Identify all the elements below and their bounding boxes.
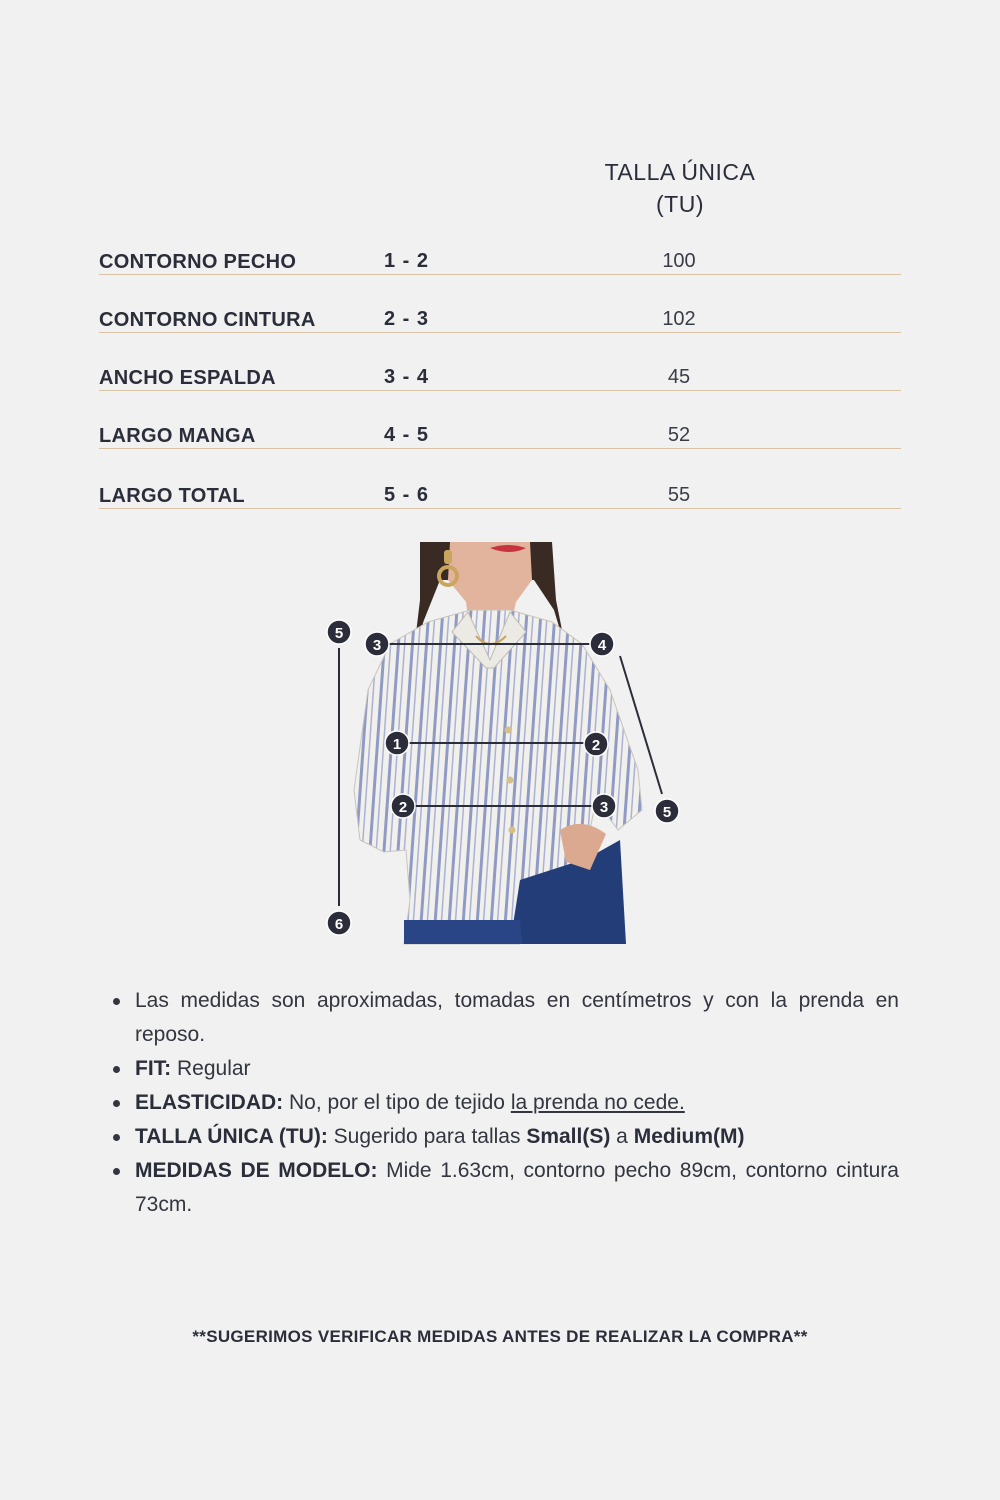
measure-range: 5 - 6 (384, 484, 430, 506)
marker-2-chest (584, 732, 608, 756)
note-text: Las medidas son aproximadas, tomadas en centímetros y con la prenda en reposo. (135, 989, 899, 1046)
marker-label: 3 (372, 637, 382, 654)
measure-row (99, 244, 901, 275)
size-header-line2: (TU) (656, 191, 704, 217)
note-label: TALLA ÚNICA (TU): (135, 1125, 328, 1148)
marker-label: 2 (591, 737, 601, 754)
marker-label: 5 (662, 804, 672, 821)
marker-label: 5 (334, 625, 344, 642)
marker-5-top (327, 620, 351, 644)
measure-value: 102 (662, 308, 696, 330)
measure-value: 100 (662, 250, 696, 272)
measure-label: LARGO MANGA (99, 425, 256, 447)
note-bold-size: Medium(M) (633, 1125, 745, 1148)
measure-value: 45 (667, 366, 691, 388)
marker-label: 3 (599, 799, 609, 816)
marker-label: 2 (398, 799, 408, 816)
note-label: FIT: (135, 1057, 172, 1080)
measure-range: 1 - 2 (384, 250, 430, 272)
marker-6-bottom (327, 911, 351, 935)
measure-row (99, 418, 901, 449)
marker-5-sleeve (655, 799, 679, 823)
note-text: Mide 1.63cm, contorno pecho 89cm, contorno cintura 73cm. (135, 1159, 899, 1216)
notes-list (105, 984, 899, 1222)
note-label: MEDIDAS DE MODELO: (135, 1159, 378, 1182)
measure-label: LARGO TOTAL (99, 485, 245, 507)
marker-label: 1 (392, 736, 402, 753)
bullet-icon (113, 1100, 120, 1107)
footer-disclaimer: **SUGERIMOS VERIFICAR MEDIDAS ANTES DE REALIZAR LA COMPRA** (192, 1327, 808, 1346)
measure-row (99, 302, 901, 333)
note-item (105, 1086, 899, 1120)
note-text: a (610, 1125, 634, 1148)
bullet-icon (113, 1066, 120, 1073)
note-item (105, 984, 899, 1052)
measure-row (99, 360, 901, 391)
note-text: Regular (171, 1057, 251, 1080)
measure-label: CONTORNO PECHO (99, 251, 297, 273)
size-header-line1: TALLA ÚNICA (604, 159, 756, 185)
measure-label: ANCHO ESPALDA (99, 367, 276, 389)
bullet-icon (113, 998, 120, 1005)
measure-range: 3 - 4 (384, 366, 430, 388)
note-bold-size: Small(S) (526, 1125, 611, 1148)
measure-value: 52 (667, 424, 691, 446)
marker-label: 6 (334, 916, 344, 933)
measure-label: CONTORNO CINTURA (99, 309, 316, 331)
marker-4-shoulder (590, 632, 614, 656)
measure-value: 55 (667, 484, 691, 506)
note-item (105, 1120, 899, 1154)
size-header (580, 156, 780, 220)
marker-label: 4 (597, 637, 607, 654)
measure-range: 2 - 3 (384, 308, 430, 330)
marker-2-waist (391, 794, 415, 818)
note-item (105, 1154, 899, 1222)
note-item (105, 1052, 899, 1086)
measure-range: 4 - 5 (384, 424, 430, 446)
note-label: ELASTICIDAD: (135, 1091, 284, 1114)
note-underlined-text: la prenda no cede. (510, 1091, 685, 1114)
marker-3-shoulder (365, 632, 389, 656)
model-measurement-figure (320, 540, 690, 950)
measure-row (99, 478, 901, 509)
marker-1-chest (385, 731, 409, 755)
bullet-icon (113, 1134, 120, 1141)
marker-3-waist (592, 794, 616, 818)
bullet-icon (113, 1168, 120, 1175)
note-text: No, por el tipo de tejido (283, 1091, 511, 1114)
note-text: Sugerido para tallas (327, 1125, 527, 1148)
